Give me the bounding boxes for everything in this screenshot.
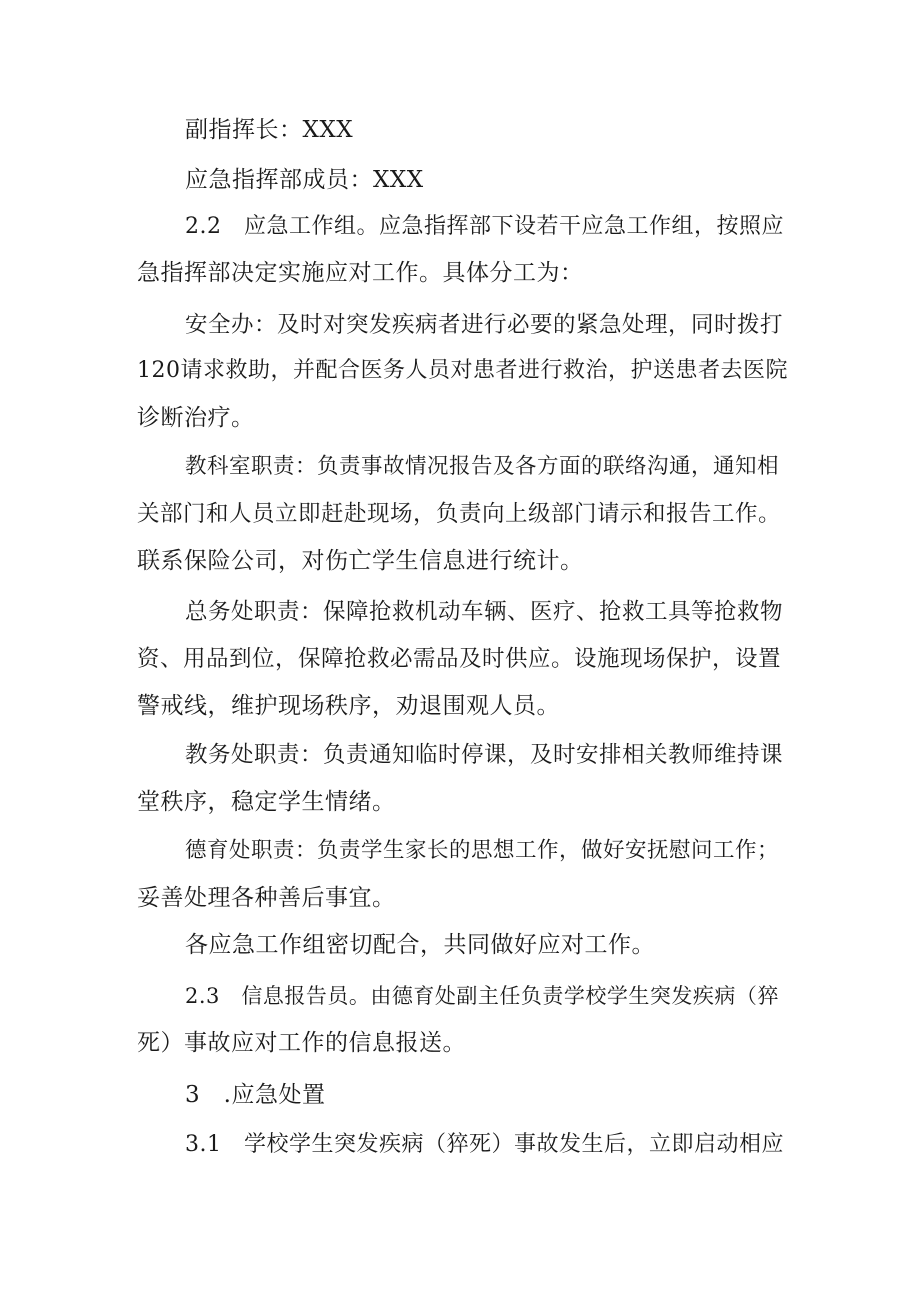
safety-office-line-2: 120请求救助，并配合医务人员对患者进行救治，护送患者去医院	[137, 358, 788, 383]
section-3-heading: 3 .应急处置	[185, 1082, 326, 1108]
section-2-3-line-2: 死）事故应对工作的信息报送。	[137, 1030, 466, 1056]
moral-education-line-1: 德育处职责：负责学生家长的思想工作，做好安抚慰问工作；	[185, 838, 780, 863]
section-2-2-line-1: 2.2 应急工作组。应急指挥部下设若干应急工作组，按照应	[185, 214, 784, 239]
general-affairs-line-1: 总务处职责：保障抢救机动车辆、医疗、抢救工具等抢救物	[185, 599, 784, 625]
research-office-line-3: 联系保险公司，对伤亡学生信息进行统计。	[137, 548, 584, 574]
research-office-line-2: 关部门和人员立即赶赴现场，负责向上级部门请示和报告工作。	[137, 501, 782, 527]
general-affairs-line-3: 警戒线，维护现场秩序，劝退围观人员。	[137, 693, 560, 719]
section-2-2-line-2: 急指挥部决定实施应对工作。具体分工为：	[137, 260, 584, 286]
section-2-3-line-1: 2.3 信息报告员。由德育处副主任负责学校学生突发疾病（猝	[185, 984, 779, 1008]
safety-office-line-1: 安全办：及时对突发疾病者进行必要的紧急处理，同时拨打	[185, 312, 784, 338]
academic-affairs-line-2: 堂秩序，稳定学生情绪。	[137, 789, 396, 815]
command-members-line: 应急指挥部成员：XXX	[185, 167, 424, 193]
cooperation-line: 各应急工作组密切配合，共同做好应对工作。	[185, 932, 655, 958]
section-3-1-line-1: 3.1 学校学生突发疾病（猝死）事故发生后，立即启动相应	[185, 1132, 784, 1157]
general-affairs-line-2: 资、用品到位，保障抢救必需品及时供应。设施现场保护，设置	[137, 646, 782, 672]
moral-education-line-2: 妥善处理各种善后事宜。	[137, 885, 396, 911]
deputy-commander-line: 副指挥长：XXX	[185, 117, 354, 143]
safety-office-line-3: 诊断治疗。	[137, 405, 255, 431]
research-office-line-1: 教科室职责：负责事故情况报告及各方面的联络沟通，通知相	[185, 454, 780, 479]
academic-affairs-line-1: 教务处职责：负责通知临时停课，及时安排相关教师维持课	[185, 742, 784, 768]
